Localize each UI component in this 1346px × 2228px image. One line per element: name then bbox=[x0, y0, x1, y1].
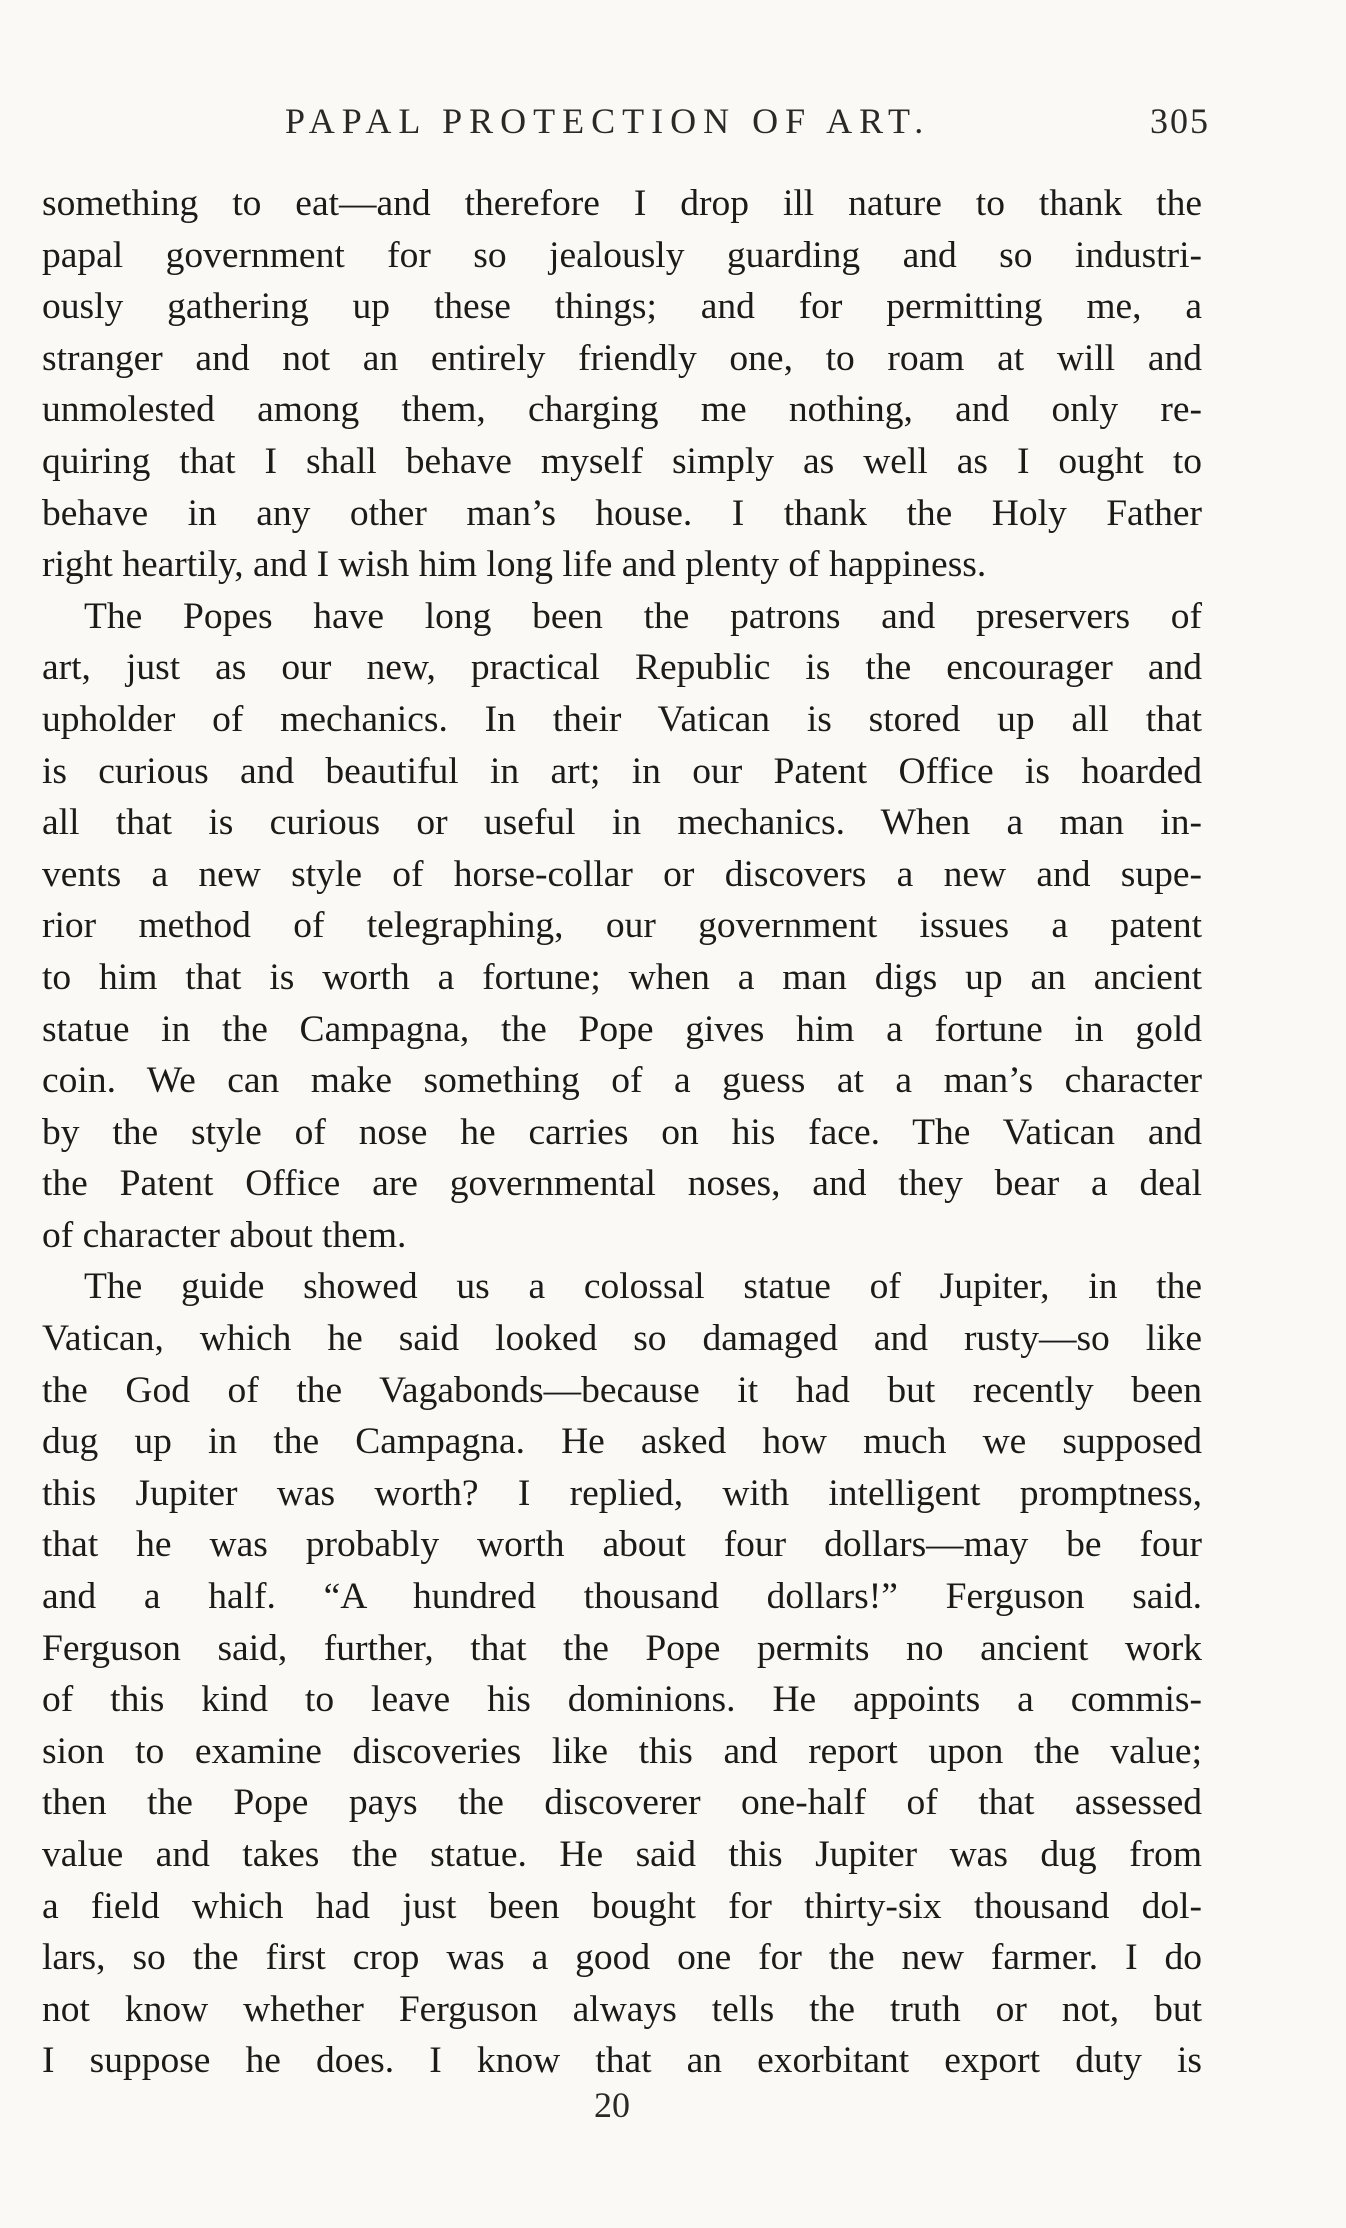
text-line: all that is curious or useful in mechanics. When a man in- bbox=[42, 802, 1202, 844]
text-line: of this kind to leave his dominions. He appoints a commis- bbox=[42, 1679, 1202, 1721]
text-line: Ferguson said, further, that the Pope permits no ancient work bbox=[42, 1627, 1202, 1669]
running-title: PAPAL PROTECTION OF ART. bbox=[285, 101, 931, 141]
text-line: upholder of mechanics. In their Vatican is stored up all that bbox=[42, 698, 1202, 740]
text-line: behave in any other man’s house. I thank the Holy Father bbox=[42, 492, 1202, 534]
text-line: The Popes have long been the patrons and preservers of bbox=[84, 595, 1202, 637]
text-line: quiring that I shall behave myself simply as well as I ought to bbox=[42, 440, 1202, 482]
text-line: of character about them. bbox=[42, 1214, 407, 1256]
text-line: to him that is worth a fortune; when a man digs up an ancient bbox=[42, 956, 1202, 998]
running-head bbox=[285, 100, 1210, 150]
text-line: this Jupiter was worth? I replied, with intelligent promptness, bbox=[42, 1472, 1202, 1514]
text-line: and a half. “A hundred thousand dollars!” Ferguson said. bbox=[42, 1576, 1202, 1618]
text-line: rior method of telegraphing, our government issues a patent bbox=[42, 905, 1202, 947]
text-line: value and takes the statue. He said this Jupiter was dug from bbox=[42, 1834, 1202, 1875]
text-line: a field which had just been bought for thirty-six thousand dol- bbox=[42, 1885, 1202, 1927]
text-line: ously gathering up these things; and for permitting me, a bbox=[42, 286, 1202, 328]
text-line: by the style of nose he carries on his face. The Vatican and bbox=[42, 1111, 1202, 1153]
text-line: sion to examine discoveries like this and report upon the value; bbox=[42, 1730, 1202, 1772]
text-line: papal government for so jealously guarding and so industri- bbox=[42, 234, 1202, 276]
text-line: coin. We can make something of a guess at a man’s character bbox=[42, 1060, 1202, 1102]
body-text bbox=[42, 178, 1202, 2087]
text-line: that he was probably worth about four dollars—may be four bbox=[42, 1524, 1202, 1566]
signature-mark: 20 bbox=[594, 2085, 630, 2125]
text-line: right heartily, and I wish him long life and plenty of happiness. bbox=[42, 544, 987, 586]
text-line: I suppose he does. I know that an exorbitant export duty is bbox=[42, 2040, 1202, 2082]
text-line: then the Pope pays the discoverer one-half of that assessed bbox=[42, 1782, 1202, 1824]
text-line: dug up in the Campagna. He asked how much we supposed bbox=[42, 1421, 1202, 1463]
text-line: is curious and beautiful in art; in our Patent Office is hoarded bbox=[42, 750, 1202, 792]
text-line: not know whether Ferguson always tells the truth or not, but bbox=[42, 1988, 1202, 2030]
text-line: Vatican, which he said looked so damaged and rusty—so like bbox=[42, 1318, 1202, 1360]
text-line: stranger and not an entirely friendly one, to roam at will and bbox=[42, 337, 1202, 379]
text-line: the God of the Vagabonds—because it had but recently been bbox=[42, 1369, 1202, 1411]
text-line: lars, so the first crop was a good one for the new farmer. I do bbox=[42, 1937, 1202, 1979]
page-number: 305 bbox=[1150, 101, 1210, 141]
text-line: The guide showed us a colossal statue of Jupiter, in the bbox=[84, 1266, 1202, 1308]
text-line: the Patent Office are governmental noses, and they bear a deal bbox=[42, 1163, 1202, 1205]
text-line: something to eat—and therefore I drop ill nature to thank the bbox=[42, 183, 1202, 224]
text-line: vents a new style of horse-collar or discovers a new and supe- bbox=[42, 853, 1202, 895]
text-line: art, just as our new, practical Republic is the encourager and bbox=[42, 647, 1202, 689]
text-line: statue in the Campagna, the Pope gives him a fortune in gold bbox=[42, 1008, 1202, 1050]
text-line: unmolested among them, charging me nothing, and only re- bbox=[42, 389, 1202, 431]
